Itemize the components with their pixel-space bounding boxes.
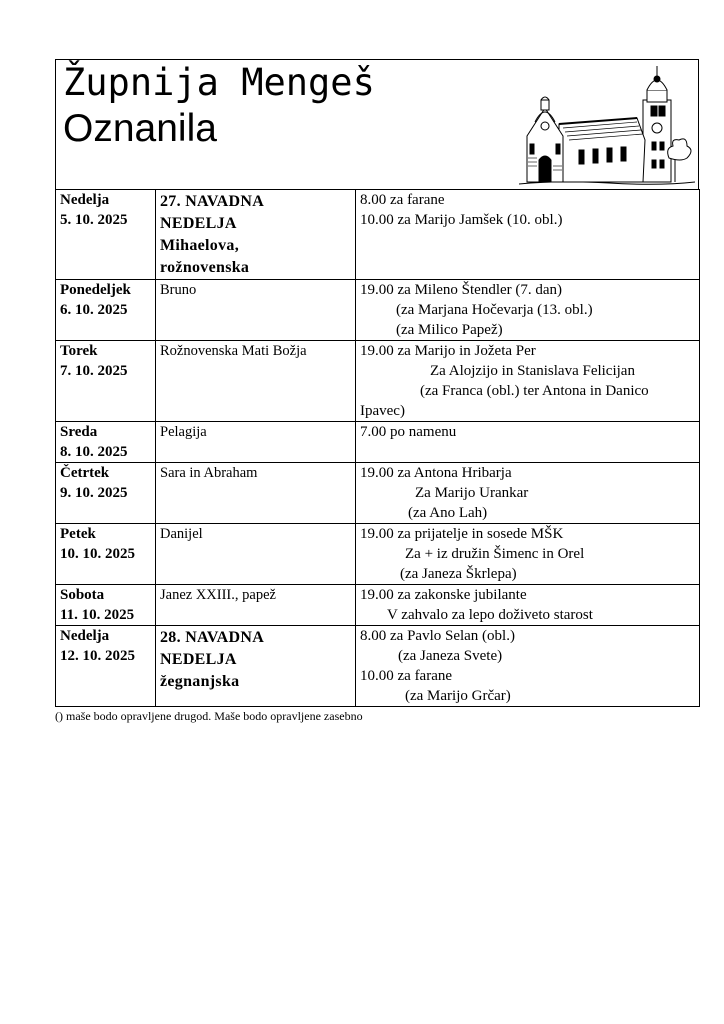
day-cell <box>56 190 156 280</box>
mass-intention: 19.00 za Antona Hribarja <box>360 465 512 481</box>
schedule-row <box>56 280 700 341</box>
day-name: Sreda <box>60 424 98 440</box>
mass-cell <box>356 190 700 280</box>
feast-line: Sara in Abraham <box>160 465 258 481</box>
mass-intention: Za Marijo Urankar <box>415 485 529 501</box>
day-cell <box>56 463 156 524</box>
mass-cell <box>356 585 700 626</box>
mass-intention: 10.00 za Marijo Jamšek (10. obl.) <box>360 212 563 228</box>
feast-line: Bruno <box>160 282 197 298</box>
feast-line: Danijel <box>160 526 203 542</box>
feast-line: NEDELJA <box>160 215 237 232</box>
mass-intention: 8.00 za farane <box>360 192 445 208</box>
feast-line: Janez XXIII., papež <box>160 587 276 603</box>
day-date: 9. 10. 2025 <box>60 485 128 501</box>
mass-intention: 19.00 za Marijo in Jožeta Per <box>360 343 536 359</box>
feast-line: žegnanjska <box>160 673 240 690</box>
mass-intention: 19.00 za Mileno Štendler (7. dan) <box>360 282 563 298</box>
day-date: 10. 10. 2025 <box>60 546 135 562</box>
day-date: 6. 10. 2025 <box>60 302 128 318</box>
feast-line: Rožnovenska Mati Božja <box>160 343 307 359</box>
footnote: () maše bodo opravljene drugod. Maše bodo opravljene zasebno <box>55 709 363 723</box>
mass-cell <box>356 626 700 707</box>
mass-intention: (za Marijo Grčar) <box>405 688 511 704</box>
feast-line: rožnovenska <box>160 259 250 276</box>
feast-cell <box>156 280 356 341</box>
feast-line: 27. NAVADNA <box>160 193 265 210</box>
day-name: Sobota <box>60 587 105 603</box>
mass-intention: 7.00 po namenu <box>360 424 457 440</box>
page-title: Oznanila <box>63 107 217 150</box>
schedule-row <box>56 422 700 463</box>
mass-intention: V zahvalo za lepo doživeto starost <box>387 607 593 623</box>
day-date: 8. 10. 2025 <box>60 444 128 460</box>
day-cell <box>56 280 156 341</box>
mass-cell <box>356 341 700 422</box>
mass-intention: 19.00 za zakonske jubilante <box>360 587 527 603</box>
feast-cell <box>156 422 356 463</box>
parish-name: Župnija Mengeš <box>63 61 375 104</box>
feast-cell <box>156 626 356 707</box>
mass-cell <box>356 280 700 341</box>
schedule-row <box>56 626 700 707</box>
feast-line: 28. NAVADNA <box>160 629 265 646</box>
mass-intention: Za + iz družin Šimenc in Orel <box>405 546 585 562</box>
day-name: Petek <box>60 526 96 542</box>
day-date: 5. 10. 2025 <box>60 212 128 228</box>
day-date: 7. 10. 2025 <box>60 363 128 379</box>
mass-intention: Ipavec) <box>360 403 405 419</box>
day-cell <box>56 626 156 707</box>
mass-intention: 19.00 za prijatelje in sosede MŠK <box>360 526 564 542</box>
schedule-row <box>56 585 700 626</box>
feast-line: Pelagija <box>160 424 207 440</box>
feast-cell <box>156 341 356 422</box>
day-name: Torek <box>60 343 98 359</box>
feast-line: NEDELJA <box>160 651 237 668</box>
day-name: Četrtek <box>60 465 110 481</box>
mass-cell <box>356 524 700 585</box>
schedule-row <box>56 190 700 280</box>
mass-intention: 10.00 za farane <box>360 668 453 684</box>
church-illustration <box>519 62 695 188</box>
mass-intention: (za Marjana Hočevarja (13. obl.) <box>396 302 593 318</box>
day-name: Nedelja <box>60 192 110 208</box>
feast-cell <box>156 585 356 626</box>
mass-intention: 8.00 za Pavlo Selan (obl.) <box>360 628 515 644</box>
schedule-row <box>56 524 700 585</box>
announcement-sheet <box>55 59 699 724</box>
day-cell <box>56 341 156 422</box>
schedule-table <box>55 189 700 707</box>
feast-cell <box>156 463 356 524</box>
mass-intention: (za Janeza Škrlepa) <box>400 566 517 582</box>
mass-intention: (za Janeza Svete) <box>398 648 503 664</box>
feast-cell <box>156 190 356 280</box>
schedule-row <box>56 341 700 422</box>
header-box <box>55 59 699 189</box>
feast-cell <box>156 524 356 585</box>
day-date: 12. 10. 2025 <box>60 648 135 664</box>
day-name: Ponedeljek <box>60 282 131 298</box>
feast-line: Mihaelova, <box>160 237 239 254</box>
mass-intention: (za Ano Lah) <box>408 505 488 521</box>
day-cell <box>56 524 156 585</box>
day-cell <box>56 585 156 626</box>
day-name: Nedelja <box>60 628 110 644</box>
schedule-row <box>56 463 700 524</box>
day-cell <box>56 422 156 463</box>
mass-intention: (za Franca (obl.) ter Antona in Danico <box>420 383 649 399</box>
mass-intention: (za Milico Papež) <box>396 322 503 338</box>
mass-cell <box>356 463 700 524</box>
mass-cell <box>356 422 700 463</box>
day-date: 11. 10. 2025 <box>60 607 135 623</box>
mass-intention: Za Alojzijo in Stanislava Felicijan <box>430 363 635 379</box>
